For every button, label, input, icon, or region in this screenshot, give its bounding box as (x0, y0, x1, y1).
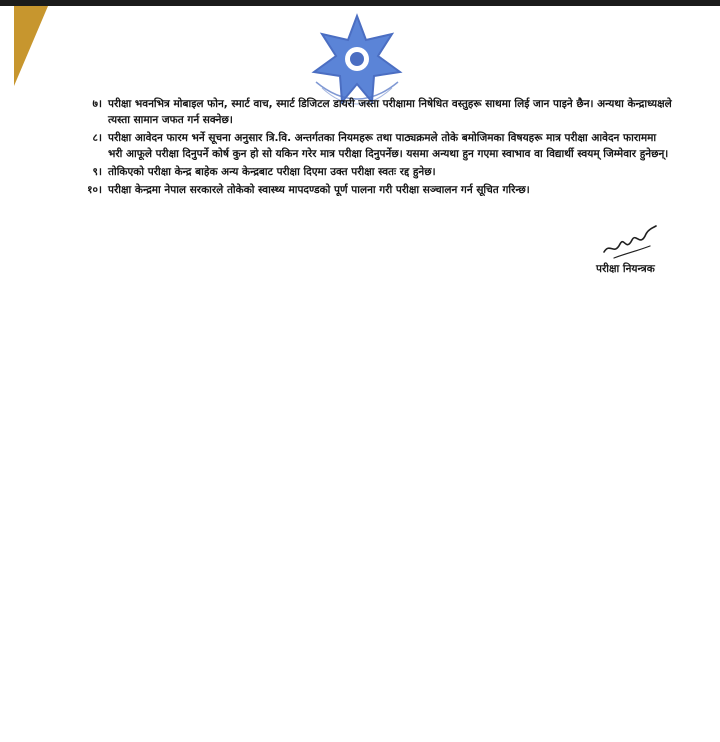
item-number: ७। (92, 98, 102, 110)
top-edge-bar (0, 0, 720, 6)
item-text: परीक्षा केन्द्रमा नेपाल सरकारले तोकेको स्वास्थ्य मापदण्डको पूर्ण पालना गरी परीक्षा सञ्चालन गर्न सूचित गरिन्छ। (108, 184, 530, 196)
item-number: ८। (92, 132, 102, 144)
notice-list (72, 96, 672, 200)
notice-item-10 (72, 182, 672, 198)
handwritten-signature (600, 222, 660, 262)
item-text: परीक्षा भवनभित्र मोबाइल फोन, स्मार्ट वाच, स्मार्ट डिजिटल डायरी जस्ता परीक्षामा निषेधित वस्तुहरू साथमा लिई जान पाइने छैन। अन्यथा केन्द्राध्यक्षले त्यस्ता सामान जफत गर्न सक्नेछ। (108, 98, 672, 126)
item-text: परीक्षा आवेदन फारम भर्ने सूचना अनुसार त्रि.वि. अन्तर्गतका नियमहरू तथा पाठ्यक्रमले तोके बमोजिमका विषयहरू मात्र परीक्षा आवेदन फाराममा भरी आफूले परीक्षा दिनुपर्ने कोर्ष कुन हो सो यकिन गरेर मात्र परीक्षा दिनुपर्नेछ। यसमा अन्यथा हुन गएमा स्वाभाव वा विद्यार्थी स्वयम् जिम्मेवार हुनेछन्। (108, 132, 669, 160)
item-number: १०। (87, 184, 102, 196)
item-number: ९। (92, 166, 102, 178)
signatory-title: परीक्षा नियन्त्रक (596, 263, 655, 275)
item-text: तोकिएको परीक्षा केन्द्र बाहेक अन्य केन्द्रबाट परीक्षा दिएमा उक्त परीक्षा स्वतः रद्द हुनेछ। (108, 166, 436, 178)
notice-item-8 (72, 130, 672, 162)
notice-item-7 (72, 96, 672, 128)
page-corner-fold (14, 6, 54, 86)
notice-item-9 (72, 164, 672, 180)
